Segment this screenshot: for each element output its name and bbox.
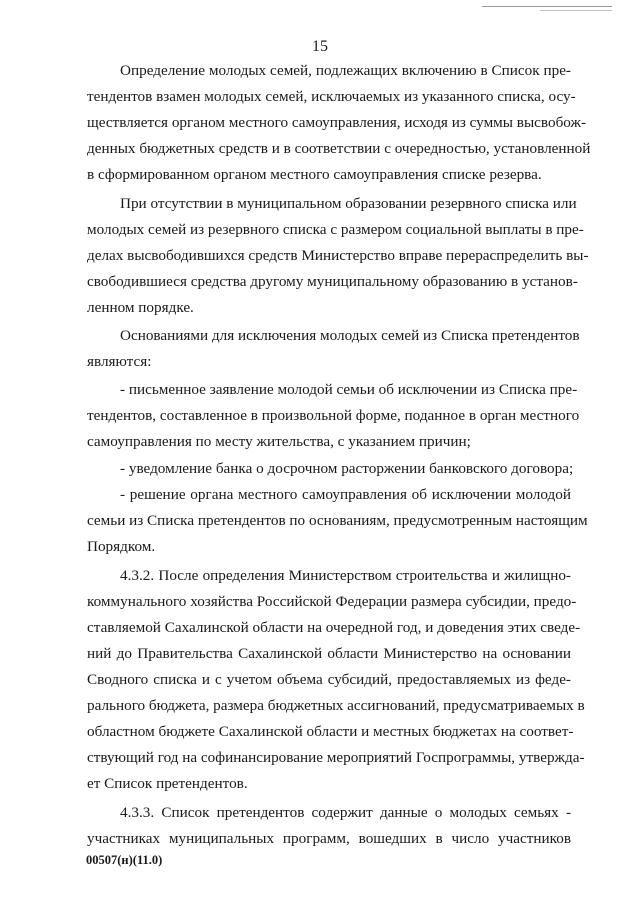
text-line: самоуправления по месту жительства, с указанием причин; [87, 433, 471, 450]
text-line: свободившиеся средства другому муниципальному образованию в установ- [87, 273, 578, 290]
text-line: в сформированном органом местного самоуправления списке резерва. [87, 166, 542, 183]
text-line: Основаниями для исключения молодых семей из Списка претендентов [120, 327, 580, 344]
text-line: ставляемой Сахалинской области на очередной год, и доведения этих сведе- [87, 619, 581, 636]
section-paragraph-4-3-3: 4.3.3. Список претендентов содержит данные о молодых семьях - [120, 804, 571, 821]
text-line: ленном порядке. [87, 299, 194, 316]
text-line: ствующий год на софинансирование мероприятий Госпрограммы, утвержда- [87, 749, 585, 766]
text-line: тендентов взамен молодых семей, исключаемых из указанного списка, осу- [87, 88, 576, 105]
text-line: денных бюджетных средств и в соответствии с очередностью, установленной [87, 140, 591, 157]
text-line: семьи из Списка претендентов по основаниям, предусмотренным настоящим [87, 512, 588, 529]
header-rule-short [540, 10, 612, 11]
page-number: 15 [312, 38, 328, 55]
text-line: Порядком. [87, 538, 156, 555]
text-line: рального бюджета, размера бюджетных ассигнований, предусматриваемых в [87, 697, 585, 714]
text-line: делах высвободившихся средств Министерство вправе перераспределить вы- [87, 247, 589, 264]
list-item: - уведомление банка о досрочном расторжении банковского договора; [120, 460, 574, 477]
document-code: 00507(н)(11.0) [86, 853, 163, 867]
text-line: ществляется органом местного самоуправления, исходя из суммы высвобож- [87, 114, 587, 131]
list-item: - решение органа местного самоуправления об исключении молодой [120, 486, 571, 503]
text-line: участниках муниципальных программ, вошедших в число участников [87, 830, 571, 847]
section-paragraph-4-3-2: 4.3.2. После определения Министерством строительства и жилищно- [120, 567, 571, 584]
text-line: ет Список претендентов. [87, 775, 248, 792]
text-line: тендентов, составленное в произвольной форме, поданное в орган местного [87, 407, 580, 424]
text-line: являются: [87, 353, 152, 370]
text-line: При отсутствии в муниципальном образовании резервного списка или [120, 195, 577, 212]
text-line: Сводного списка и с учетом объема субсидий, предоставляемых из феде- [87, 671, 571, 688]
text-line: областном бюджете Сахалинской области и местных бюджетах на соответ- [87, 723, 574, 740]
text-line: ний до Правительства Сахалинской области Министерство на основании [87, 645, 571, 662]
header-rule [482, 6, 612, 7]
text-line: Определение молодых семей, подлежащих включению в Список пре- [120, 62, 571, 79]
text-line: коммунального хозяйства Российской Федерации размера субсидии, предо- [87, 593, 577, 610]
list-item: - письменное заявление молодой семьи об исключении из Списка пре- [120, 381, 578, 398]
text-line: молодых семей из резервного списка с размером социальной выплаты в пре- [87, 221, 584, 238]
